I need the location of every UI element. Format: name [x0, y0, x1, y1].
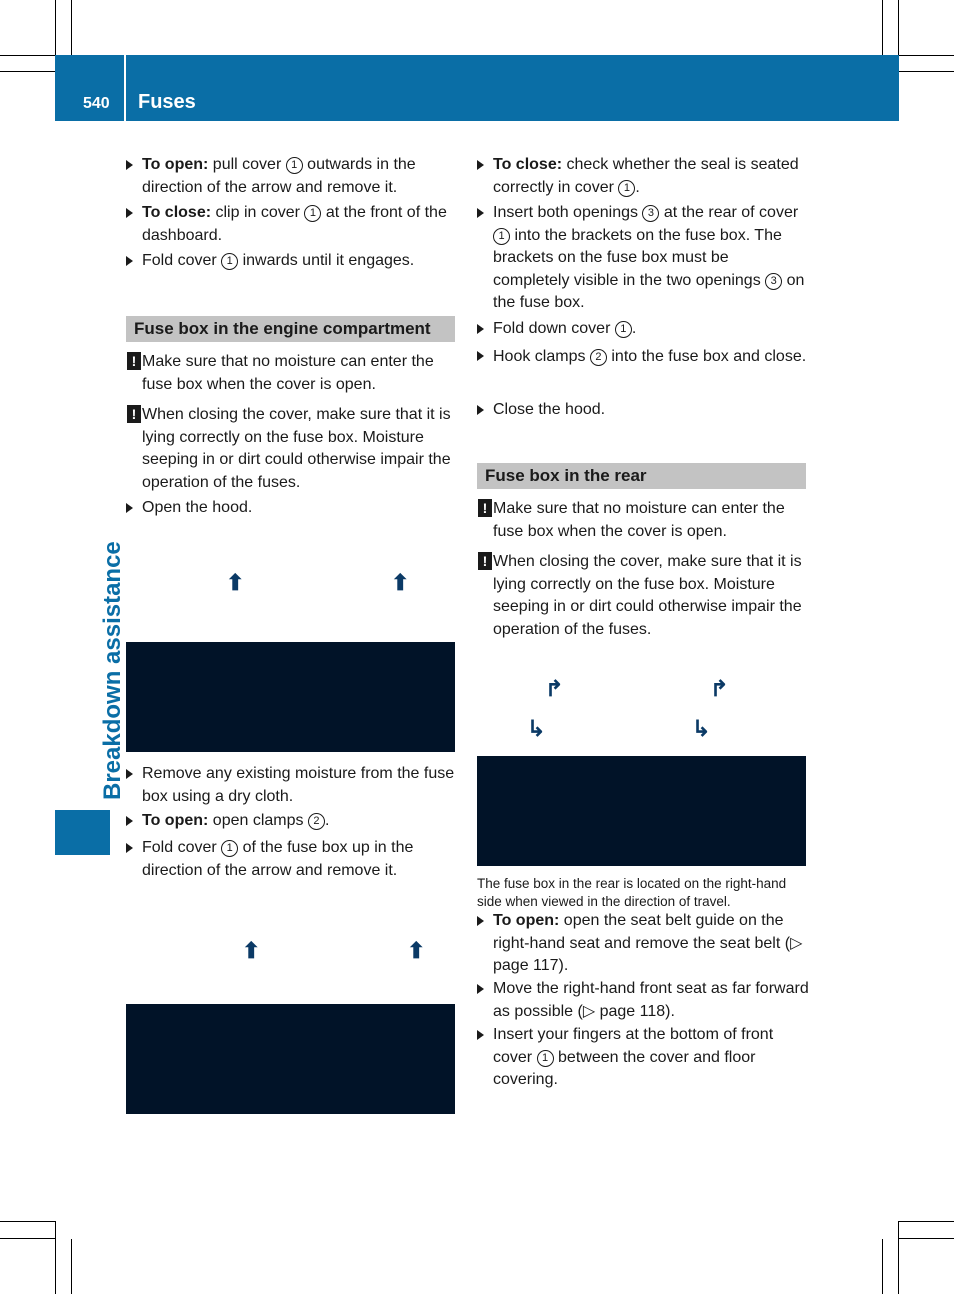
- step-arrow-icon: [477, 160, 484, 170]
- warning-text: Make sure that no moisture can enter the fuse box when the cover is open.: [493, 500, 785, 540]
- step-text: inwards until it engages.: [238, 252, 415, 269]
- step-text: Fold down cover: [493, 320, 615, 337]
- warning-text: When closing the cover, make sure that it is lying correctly on the fuse box. Moisture seeping in or dirt could otherwise impair the operation of the fuses.: [142, 406, 451, 491]
- crop-mark: [899, 71, 954, 72]
- step-arrow-icon: [477, 351, 484, 361]
- figure-engine-fuse-cover: [126, 1004, 455, 1114]
- step-bold: To open:: [493, 912, 560, 929]
- step-text: Insert both openings: [493, 204, 643, 221]
- crop-mark: [882, 1239, 883, 1294]
- step-text: Close the hood.: [493, 401, 606, 418]
- step-text: at the front of the dashboard.: [142, 204, 447, 244]
- step-text: Fold cover: [142, 252, 222, 269]
- step-text: Move the right-hand front seat as far forward as possible (▷ page 118).: [493, 980, 809, 1020]
- side-tab-marker: [55, 810, 110, 855]
- step-text: Insert your fingers at the bottom of front cover: [493, 1026, 774, 1066]
- step-text: open the seat belt guide on the right-hand seat and remove the seat belt (▷ page 117).: [493, 912, 803, 974]
- step-text: between the cover and floor covering.: [493, 1048, 756, 1088]
- side-tab-label: Breakdown assistance: [99, 541, 126, 800]
- callout-number: 1: [221, 253, 238, 270]
- step-item: [126, 154, 458, 199]
- hook-arrow-icon: ↳: [527, 716, 546, 741]
- hook-arrow-icon: ↳: [692, 716, 711, 741]
- crop-mark: [0, 71, 55, 72]
- step-item: [477, 1024, 809, 1092]
- crop-mark: [898, 0, 899, 55]
- step-arrow-icon: [477, 405, 484, 415]
- step-text: Open the hood.: [142, 499, 253, 516]
- step-item: [126, 497, 458, 520]
- section-title: Fuses: [138, 91, 196, 113]
- warning-icon: !: [127, 352, 141, 370]
- figure-engine-fuse-box: [126, 642, 455, 752]
- step-text: .: [631, 320, 637, 337]
- step-arrow-icon: [126, 769, 133, 779]
- step-item: [477, 910, 809, 978]
- up-arrow-icon: ⬆: [226, 570, 245, 595]
- step-item: [477, 154, 809, 199]
- callout-number: 3: [642, 205, 659, 222]
- curved-arrow-icon: ↱: [545, 676, 564, 701]
- step-text: .: [635, 178, 640, 196]
- step-bold: To open:: [142, 812, 209, 829]
- callout-number: 1: [537, 1050, 554, 1067]
- crop-mark: [899, 1238, 954, 1239]
- warning-note: [126, 404, 458, 494]
- crop-mark: [71, 1239, 72, 1294]
- warning-text: Make sure that no moisture can enter the fuse box when the cover is open.: [142, 353, 434, 393]
- warning-note: [477, 551, 809, 641]
- step-arrow-icon: [126, 816, 133, 826]
- step-item: [126, 763, 458, 808]
- crop-mark: [898, 1221, 899, 1294]
- step-text: Hook clamps: [493, 348, 590, 365]
- step-text: outwards in the direction of the arrow and remove it.: [142, 156, 416, 196]
- step-text: of the fuse box up in the direction of the arrow and remove it.: [142, 839, 414, 879]
- step-arrow-icon: [477, 916, 484, 926]
- step-text: on the fuse box.: [493, 271, 805, 311]
- curved-arrow-icon: ↱: [710, 676, 729, 701]
- step-item: [477, 202, 809, 315]
- step-arrow-icon: [126, 160, 133, 170]
- step-item: [477, 978, 809, 1023]
- step-arrow-icon: [126, 256, 133, 266]
- step-text: into the brackets on the fuse box. The brackets on the fuse box must be completely visible in the two openings: [493, 226, 782, 289]
- warning-note: [477, 498, 809, 543]
- section-heading-rear: Fuse box in the rear: [477, 463, 806, 489]
- step-item: [477, 345, 809, 369]
- crop-mark: [899, 55, 954, 56]
- warning-icon: !: [478, 499, 492, 517]
- crop-mark: [0, 1221, 55, 1222]
- step-arrow-icon: [477, 984, 484, 994]
- crop-mark: [0, 55, 55, 56]
- step-arrow-icon: [477, 1030, 484, 1040]
- warning-icon: !: [478, 552, 492, 570]
- callout-number: 1: [618, 180, 635, 197]
- header-divider: [124, 55, 126, 121]
- step-item: [126, 202, 458, 247]
- callout-number: 1: [304, 205, 321, 222]
- up-arrow-icon: ⬆: [407, 938, 426, 963]
- step-text: Remove any existing moisture from the fuse box using a dry cloth.: [142, 765, 455, 805]
- step-arrow-icon: [126, 208, 133, 218]
- crop-mark: [882, 0, 883, 55]
- step-item: [126, 837, 458, 882]
- step-text: check whether the seal is seated correctly in cover: [493, 156, 799, 196]
- callout-number: 1: [286, 157, 303, 174]
- crop-mark: [71, 0, 72, 55]
- figure-rear-fuse-box: [477, 756, 806, 866]
- step-item: [477, 399, 809, 422]
- step-text: open clamps: [208, 812, 308, 829]
- warning-note: [126, 351, 458, 396]
- callout-number: 2: [590, 349, 607, 366]
- step-text: .: [324, 812, 330, 829]
- callout-number: 2: [308, 813, 325, 830]
- step-arrow-icon: [477, 208, 484, 218]
- callout-number: 1: [221, 840, 238, 857]
- step-text: pull cover: [208, 156, 286, 173]
- warning-text: When closing the cover, make sure that it is lying correctly on the fuse box. Moisture seeping in or dirt could otherwise impair the operation of the fuses.: [493, 553, 802, 638]
- crop-mark: [55, 0, 56, 55]
- step-arrow-icon: [126, 503, 133, 513]
- up-arrow-icon: ⬆: [391, 570, 410, 595]
- figure-caption: The fuse box in the rear is located on the right-hand side when viewed in the direction of travel.: [477, 876, 787, 909]
- step-item: [126, 810, 458, 833]
- step-arrow-icon: [477, 324, 484, 334]
- step-item: [477, 318, 809, 341]
- page-header: [55, 55, 899, 121]
- callout-number: 3: [765, 273, 782, 290]
- step-bold: To close:: [493, 156, 563, 173]
- step-bold: To open:: [142, 156, 209, 173]
- step-arrow-icon: [126, 843, 133, 853]
- crop-mark: [899, 1221, 954, 1222]
- section-heading-engine: Fuse box in the engine compartment: [126, 316, 455, 342]
- step-text: into the fuse box and close.: [606, 348, 807, 365]
- step-text: clip in cover: [211, 204, 305, 221]
- crop-mark: [55, 1221, 56, 1294]
- page-number: 540: [83, 95, 110, 112]
- warning-icon: !: [127, 405, 141, 423]
- callout-number: 1: [615, 321, 632, 338]
- up-arrow-icon: ⬆: [242, 938, 261, 963]
- step-text: Fold cover: [142, 839, 222, 856]
- step-text: at the rear of cover: [659, 204, 799, 221]
- callout-number: 1: [493, 228, 510, 245]
- crop-mark: [0, 1238, 55, 1239]
- step-item: [126, 250, 458, 273]
- step-bold: To close:: [142, 204, 212, 221]
